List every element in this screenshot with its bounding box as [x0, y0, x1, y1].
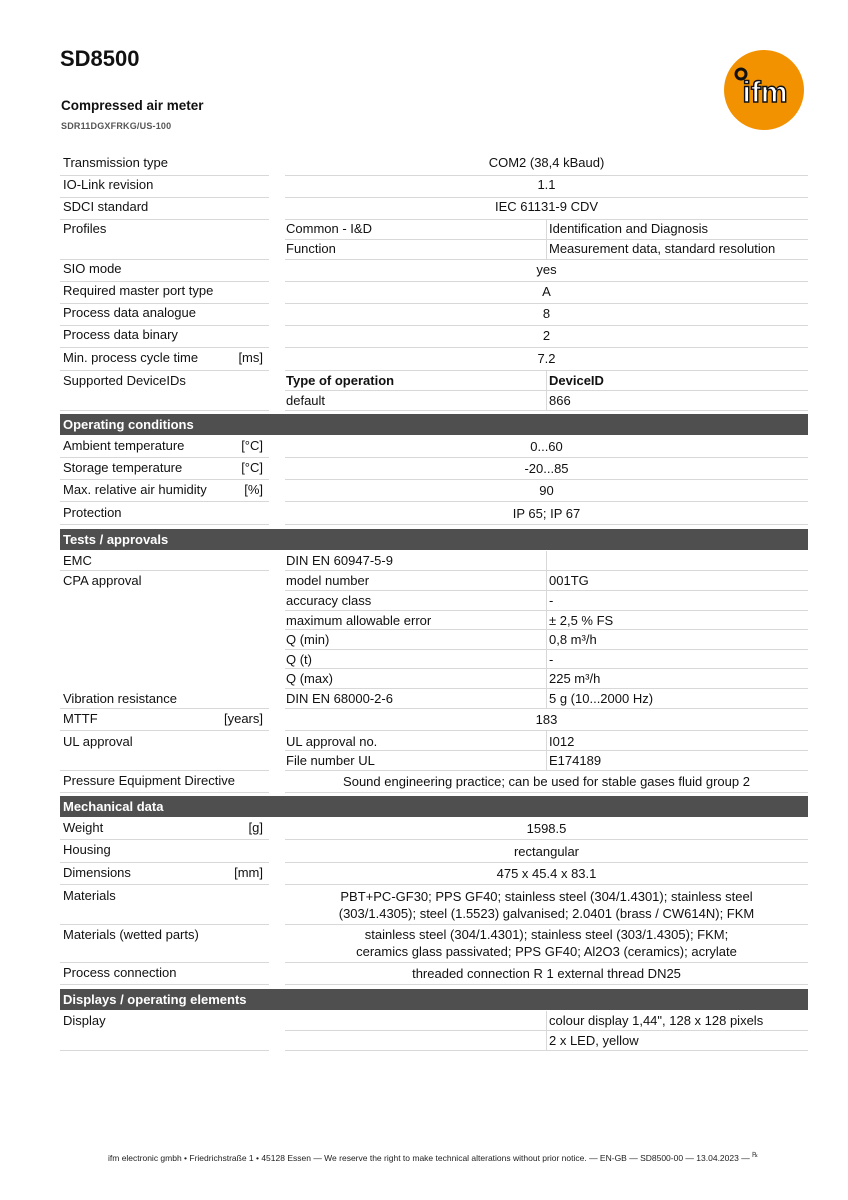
- value: 1598.5: [285, 818, 808, 840]
- value: 8: [285, 304, 808, 326]
- row-dimensions: [60, 863, 808, 885]
- cpa-key: model number: [285, 571, 547, 591]
- label: UL approval: [60, 731, 269, 771]
- vibration-standard: DIN EN 68000-2-6: [285, 689, 547, 709]
- cpa-key: accuracy class: [285, 591, 547, 611]
- label: CPA approval: [63, 573, 142, 588]
- value: [285, 885, 808, 925]
- label: Process data binary: [60, 326, 269, 348]
- row-master-port-type: [60, 282, 808, 304]
- label-text: Max. relative air humidity: [63, 482, 207, 497]
- row-display: [60, 1011, 808, 1051]
- label-text: Ambient temperature: [63, 438, 185, 453]
- emc-value: [547, 551, 808, 571]
- footer-text: ifm electronic gmbh • Friedrichstraße 1 • 45128 Essen — We reserve the right to make technical alterations without prior notice. — EN-GB — SD8500-00 — 13.04.2023 —: [108, 1153, 750, 1163]
- label: Transmission type: [60, 154, 269, 176]
- cpa-value: ± 2,5 % FS: [547, 611, 808, 630]
- product-title: SD8500: [60, 46, 140, 71]
- ul-value: E174189: [547, 751, 808, 771]
- value: 1.1: [285, 176, 808, 198]
- unit: [°C]: [241, 438, 263, 453]
- materials-line: stainless steel (304/1.4301); stainless steel (303/1.4305); FKM;: [364, 927, 729, 942]
- value: rectangular: [285, 840, 808, 863]
- row-storage-temperature: [60, 458, 808, 480]
- unit: [years]: [223, 711, 263, 726]
- row-process-data-analogue: [60, 304, 808, 326]
- article-code: SDR11DGXFRKG/US-100: [61, 121, 172, 131]
- label: SDCI standard: [60, 198, 269, 220]
- unit: [ms]: [238, 350, 263, 365]
- label: [60, 480, 269, 502]
- label: [60, 436, 269, 458]
- value: 7.2: [285, 348, 808, 371]
- row-max-humidity: [60, 480, 808, 502]
- label: [60, 863, 269, 885]
- section-displays-operating-elements: Displays / operating elements: [60, 989, 808, 1010]
- section-mechanical-data: Mechanical data: [60, 796, 808, 817]
- cpa-value: 001TG: [547, 571, 808, 591]
- label: EMC: [60, 551, 269, 571]
- value: -20...85: [285, 458, 808, 480]
- ul-key: UL approval no.: [285, 731, 547, 751]
- label-text: Dimensions: [63, 865, 131, 880]
- ifm-logo: [724, 50, 804, 130]
- value: IP 65; IP 67: [285, 502, 808, 525]
- label: Protection: [60, 502, 269, 525]
- profile-value: Measurement data, standard resolution: [547, 240, 808, 260]
- label: [60, 458, 269, 480]
- row-cpa-approval: [60, 571, 808, 689]
- label: Housing: [60, 840, 269, 863]
- vibration-value: 5 g (10...2000 Hz): [547, 689, 808, 709]
- value: 475 x 45.4 x 83.1: [285, 863, 808, 885]
- row-sdci-standard: [60, 198, 808, 220]
- cpa-key: Q (max): [285, 669, 547, 689]
- row-housing: [60, 840, 808, 863]
- section-operating-conditions: Operating conditions: [60, 414, 808, 435]
- product-subtitle: Compressed air meter: [61, 98, 204, 113]
- unit: [mm]: [234, 865, 263, 880]
- row-vibration-resistance: [60, 689, 808, 709]
- ul-value: I012: [547, 731, 808, 751]
- row-process-connection: [60, 963, 808, 985]
- device-id-header-value: DeviceID: [547, 371, 808, 391]
- row-ul-approval: [60, 731, 808, 771]
- row-min-cycle-time: [60, 348, 808, 371]
- value: COM2 (38,4 kBaud): [285, 154, 808, 176]
- label: Process connection: [60, 963, 269, 985]
- label: Profiles: [60, 220, 269, 260]
- row-pressure-equipment-directive: [60, 771, 808, 793]
- label: Materials: [60, 885, 269, 925]
- profile-value: Identification and Diagnosis: [547, 220, 808, 240]
- ul-key: File number UL: [285, 751, 547, 771]
- device-id-key: default: [285, 391, 547, 411]
- materials-line: PBT+PC-GF30; PPS GF40; stainless steel (304/1.4301); stainless steel: [340, 889, 753, 904]
- label-text: Min. process cycle time: [63, 350, 199, 365]
- label: SIO mode: [60, 260, 269, 282]
- emc-standard: DIN EN 60947-5-9: [285, 551, 547, 571]
- device-id-value: 866: [547, 391, 808, 411]
- device-id-header-key: Type of operation: [285, 371, 547, 391]
- value: 2: [285, 326, 808, 348]
- unit: [g]: [248, 820, 263, 835]
- label: Process data analogue: [60, 304, 269, 326]
- label-text: Storage temperature: [63, 460, 183, 475]
- label: [60, 348, 269, 371]
- cpa-key: Q (t): [285, 650, 547, 669]
- cpa-value: 0,8 m³/h: [547, 630, 808, 650]
- row-process-data-binary: [60, 326, 808, 348]
- row-mttf: [60, 709, 808, 731]
- label-text: Weight: [63, 820, 104, 835]
- profile-key: Function: [285, 240, 547, 260]
- unit: [%]: [244, 482, 263, 497]
- row-protection: [60, 502, 808, 525]
- cpa-value: -: [547, 650, 808, 669]
- label: Required master port type: [60, 282, 269, 304]
- materials-line: ceramics glass passivated; PPS GF40; Al2O3 (ceramics); acrylate: [356, 944, 737, 959]
- value: A: [285, 282, 808, 304]
- svg-text:ifm: ifm: [742, 76, 788, 109]
- footer-mark: ℞: [752, 1152, 759, 1159]
- value: IEC 61131-9 CDV: [285, 198, 808, 220]
- label: [60, 709, 269, 731]
- value: 0...60: [285, 436, 808, 458]
- row-weight: [60, 818, 808, 840]
- row-transmission-type: [60, 154, 808, 176]
- value: threaded connection R 1 external thread DN25: [285, 963, 808, 985]
- label: IO-Link revision: [60, 176, 269, 198]
- value: 90: [285, 480, 808, 502]
- row-materials: [60, 885, 808, 925]
- display-key: [285, 1011, 547, 1031]
- materials-line: (303/1.4305); steel (1.5523) galvanised; 2.0401 (brass / CW614N); FKM: [338, 906, 755, 921]
- display-key: [285, 1031, 547, 1051]
- label: Materials (wetted parts): [60, 925, 269, 963]
- cpa-key: Q (min): [285, 630, 547, 650]
- label: Supported DeviceIDs: [60, 371, 269, 411]
- label: Display: [60, 1011, 269, 1051]
- display-value: colour display 1,44", 128 x 128 pixels: [547, 1011, 808, 1031]
- row-profiles: [60, 220, 808, 260]
- row-io-link-revision: [60, 176, 808, 198]
- profile-key: Common - I&D: [285, 220, 547, 240]
- cpa-value: 225 m³/h: [547, 669, 808, 689]
- value: [285, 925, 808, 963]
- row-emc: [60, 551, 808, 571]
- row-supported-device-ids: [60, 371, 808, 411]
- cpa-value: -: [547, 591, 808, 611]
- row-sio-mode: [60, 260, 808, 282]
- label: [60, 818, 269, 840]
- cpa-key: maximum allowable error: [285, 611, 547, 630]
- value: yes: [285, 260, 808, 282]
- value: 183: [285, 709, 808, 731]
- label: Pressure Equipment Directive: [60, 771, 269, 793]
- display-value: 2 x LED, yellow: [547, 1031, 808, 1051]
- label-text: MTTF: [63, 711, 98, 726]
- label: Vibration resistance: [60, 689, 269, 709]
- unit: [°C]: [241, 460, 263, 475]
- value: Sound engineering practice; can be used for stable gases fluid group 2: [285, 771, 808, 793]
- row-materials-wetted: [60, 925, 808, 963]
- section-tests-approvals: Tests / approvals: [60, 529, 808, 550]
- row-ambient-temperature: [60, 436, 808, 458]
